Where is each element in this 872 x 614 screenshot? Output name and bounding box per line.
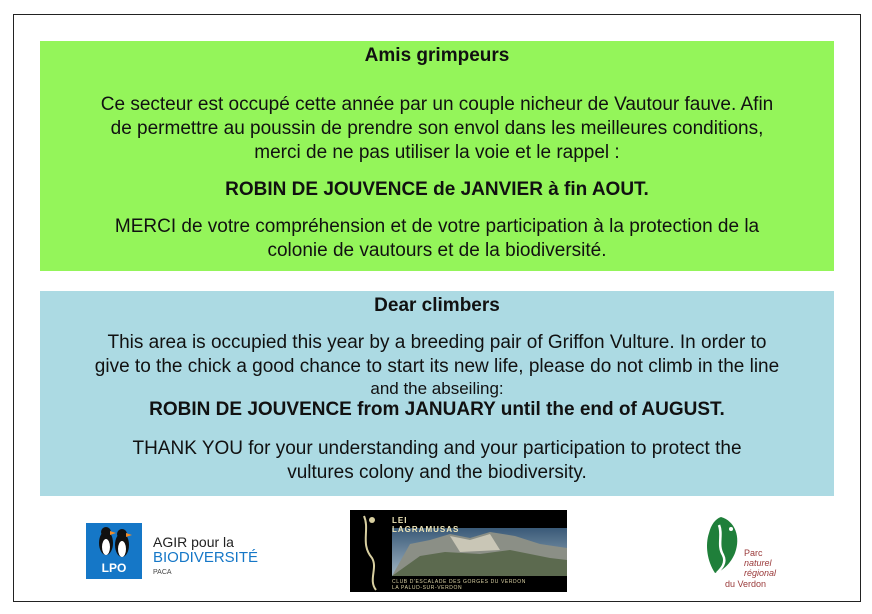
english-paragraph-line: give to the chick a good chance to start its new life, please do not climb in the line [94, 356, 780, 377]
english-thanks-line: vultures colony and the biodiversity. [287, 462, 587, 483]
english-closure-dates: ROBIN DE JOUVENCE from JANUARY until the end of AUGUST. [149, 399, 725, 420]
agir-biodiversite-logo [153, 535, 258, 580]
french-title: Amis grimpeurs [364, 45, 510, 66]
agir-line: AGIR pour la [153, 534, 234, 550]
lei-subtitle-line: LA PALUD-SUR-VERDON [392, 585, 463, 591]
parc-label-line: régional [744, 568, 777, 578]
lei-subtitle-line: CLUB D'ESCALADE DES GORGES DU VERDON [392, 579, 526, 585]
lei-title-line: LAGRAMUSAS [392, 525, 460, 534]
french-notice-panel [40, 41, 834, 271]
lpo-label: LPO [101, 561, 127, 575]
paca-line: PACA [153, 569, 172, 576]
lei-title-line: LEI [392, 516, 408, 525]
lpo-logo [86, 523, 142, 579]
french-thanks-line: MERCI de votre compréhension et de votre participation à la protection de la [114, 216, 760, 237]
lei-title [392, 516, 459, 534]
french-paragraph-line: de permettre au poussin de prendre son envol dans les meilleures conditions, [110, 118, 764, 139]
english-paragraph-line: and the abseiling: [370, 379, 504, 398]
french-paragraph-line: merci de ne pas utiliser la voie et le rappel : [254, 142, 620, 163]
parc-verdon-leaf-icon [701, 515, 743, 575]
parc-label [744, 548, 776, 578]
english-thanks-line: THANK YOU for your understanding and your participation to protect the [132, 438, 742, 459]
parc-label-line: naturel [744, 558, 772, 568]
biodiversite-line: BIODIVERSITÉ [153, 549, 259, 566]
english-paragraph-line: This area is occupied this year by a breeding pair of Griffon Vulture. In order to [107, 332, 767, 353]
french-thanks-line: colonie de vautours et de la biodiversité. [267, 240, 607, 261]
english-notice-panel [40, 291, 834, 496]
verdon-label: du Verdon [725, 579, 767, 589]
lei-subtitle [392, 579, 526, 591]
french-paragraph-line: Ce secteur est occupé cette année par un couple nicheur de Vautour fauve. Afin [100, 94, 774, 115]
parc-label-line: Parc [744, 548, 763, 558]
english-title: Dear climbers [374, 295, 500, 316]
french-closure-dates: ROBIN DE JOUVENCE de JANVIER à fin AOUT. [225, 179, 649, 200]
lei-lagramusas-logo [350, 510, 567, 592]
